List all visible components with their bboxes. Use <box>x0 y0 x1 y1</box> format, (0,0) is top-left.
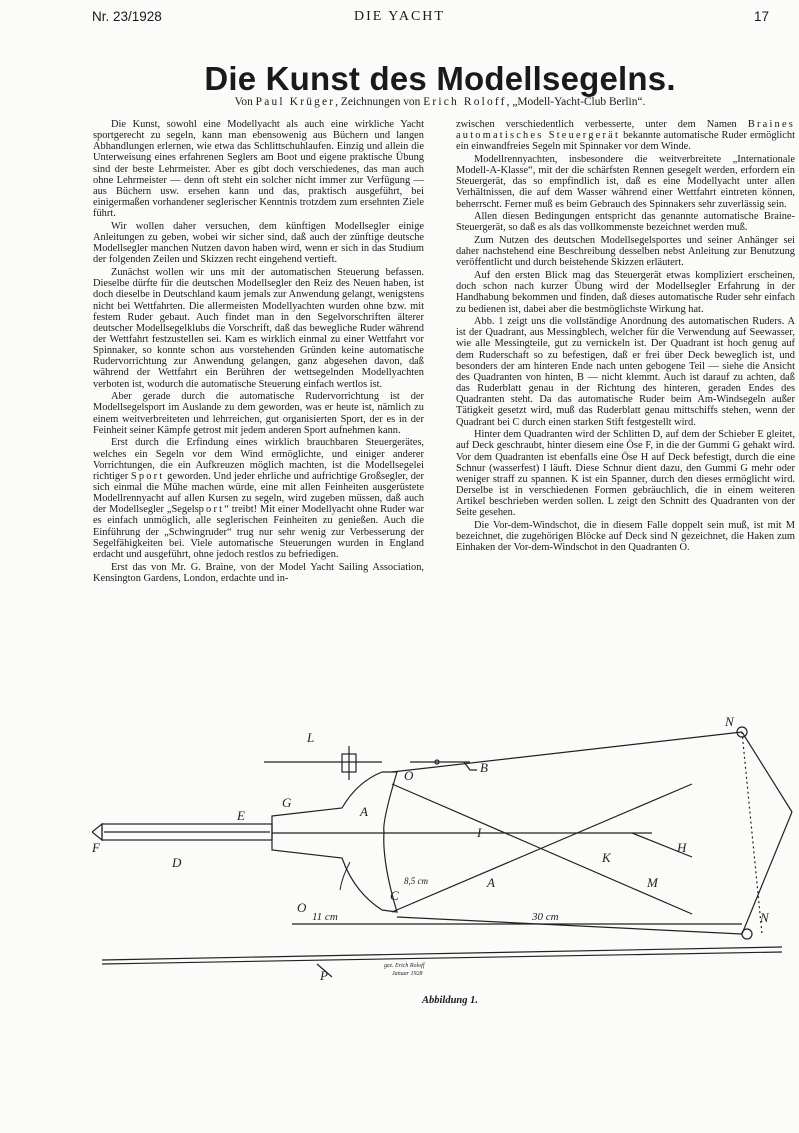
right-text-column <box>456 119 795 553</box>
sheet-to-block-upper <box>392 732 742 772</box>
label-o-lower: O <box>297 900 307 915</box>
paragraph: Die Kunst, sowohl eine Modellyacht als auch eine wirkliche Yacht sportgerecht zu segeln, kann man ebensowenig aus Büchern und langen Abhandlungen erlernen, wie etwa das Schlittschuhlaufen. Einzig und allein die Unterweisung eines erfahrenen Seglers am Boot und eigene praktische Übung sind der beste Lehrmeister. Aber es gibt doch verschiedenes, das man auch ohne Lehrmeister — denn oft steht ein solcher nicht immer zur Verfügung — aus Büchern usw. ersehen kann und das, praktisch ausgeführt, bei einigermaßen vorhandener seglerischer Kenntnis trotzdem zum ersehnten Ziele führt. <box>93 119 424 220</box>
journal-title: DIE YACHT <box>354 9 445 24</box>
label-e: E <box>237 808 245 823</box>
label-i: I <box>477 825 482 840</box>
figure-caption: Abbildung 1. <box>421 995 479 1006</box>
label-a-lower: A <box>487 875 495 890</box>
article-title: Die Kunst des Modellsegelns. <box>204 60 676 97</box>
paragraph: Erst das von Mr. G. Braine, von der Model Yacht Sailing Association, Kensington Gardens, London, erdachte und in- <box>93 561 424 584</box>
byline-suffix: , „Modell-Yacht-Club Berlin“. <box>506 96 646 108</box>
text-run: zwischen verschiedentlich verbesserte, unter dem Namen <box>456 119 748 130</box>
label-b: B <box>480 760 488 775</box>
label-g: G <box>282 795 292 810</box>
label-a: A <box>360 804 368 819</box>
label-d: D <box>172 855 182 870</box>
article-byline <box>0 96 799 108</box>
paragraph: Allen diesen Bedingungen entspricht das genannte automatische Braine-Steuergerät, so daß es als das vollkommenste bezeichnet werden muß. <box>456 211 795 234</box>
paragraph: Zunächst wollen wir uns mit der automatischen Steuerung befassen. Dieselbe dürfte für die deutschen Modellsegler den Reiz des Neuen haben, ist doch dieselbe in Deutschland kaum jemals zur Anwendung gelangt, wenigstens nicht bei Wettfahrten. Die allermeisten Modellyachten wurden ohne bzw. mit festem Ruder gebaut. Auch findet man in den Segelvorschriften älterer deutscher Modellsegelklubs die Vorschrift, daß das bewegliche Ruder während der Wettfahrt festzustellen sei. Kam es wirklich einmal zu einer Wettfahrt vor Spinnaker, so konnte schon aus vorstehenden Gründen keine automatische Rudervorrichtung zur Anwendung gelangen, ganz abgesehen davon, daß während der Wettfahrt ein Berühren der wettsegelnden Modellyachten verboten ist, wodurch die automatische Steuerung einfach wertlos ist. <box>93 267 424 390</box>
paragraph: Abb. 1 zeigt uns die vollständige Anordnung des automatischen Ruders. A ist der Quadrant, aus Messingblech, welcher für die Verwendung auf Seewasser, wie alle Messingteile, gut zu vernickeln ist. Der Quadrant ist hoch genug auf dem Ruderschaft so zu befestigen, daß er frei über Deck beweglich ist, und besonders der am hinteren Ende nach unten gebogene Teil — siehe die Ansicht des Quadranten von hinten, B — nicht klemmt. Auch ist darauf zu achten, daß das Ruderblatt genau in der Richtung des hinteren, geraden Endes des Quadranten steht. Da das automatische Ruder beim Am-Windsegeln außer Tätigkeit gesetzt wird, muß das Ruderblatt genau mittschiffs stehen, wenn der Quadrant bei C durch einen starken Stift festgestellt wird. <box>456 316 795 428</box>
dimension-11cm: 11 cm <box>312 911 338 923</box>
paragraph: Modellrennyachten, insbesondere die weitverbreitete „Internationale Modell-A-Klasse“, mit der die schärfsten Rennen gesegelt werden, erfordern ein Steuergerät, das so empfindlich ist, daß es eine Modellyacht unter allen Verhältnissen, die auf dem Wasser während einer Wettfahrt eintreten können, beherrscht. Ferner muß es beim Gebrauch des Spinnakers sehr zuverlässig sein. <box>456 153 795 210</box>
issue-number: Nr. 23/1928 <box>92 9 162 24</box>
paragraph <box>93 437 424 560</box>
paragraph <box>456 119 795 152</box>
left-text-column <box>93 119 424 584</box>
label-m: M <box>647 875 658 890</box>
paragraph: Aber gerade durch die automatische Rudervorrichtung ist der Modellsegelsport im Auslande zu dem geworden, was er heute ist, nämlich zu einem weitverbreiteten und lehrreichen, gut organisierten Sport, der es in der Feinheit seiner Kämpfe getrost mit jedem anderen Sport aufnehmen kann. <box>93 391 424 436</box>
text-run: “ treibt! Mit einer Modellyacht ohne Ruder war es einfach unmöglich, alle seglerischen Feinheiten zu genießen. Auch die Einführung der „Schwingruder“ trug nur sehr wenig zur Verbesserung der Segelfähigkeiten bei. Viele automatische Steuerungen wurden in England erdacht und ausgeführt, ohne jedoch restlos zu befriedigen. <box>93 504 424 560</box>
label-h: H <box>677 840 687 855</box>
dimension-8cm: 8,5 cm <box>404 876 428 886</box>
paragraph: Hinter dem Quadranten wird der Schlitten D, auf dem der Schieber E gleitet, auf Deck geschraubt, hinter diesem eine Öse F, in die der Gummi G gehakt wird. Vor dem Quadranten ist ebenfalls eine Öse H auf Deck befestigt, durch die eine Schnur (wasserfest) I läuft. Diese Schnur dient dazu, den Gummi G mehr oder weniger straff zu spannen. K ist ein Spanner, durch den dieses ermöglicht wird. Derselbe ist in verschiedenen Formen gebräuchlich, die in einem weiteren Artikel beschrieben werden sollen. L zeigt den Schnitt des Quadranten von der Seite gesehen. <box>456 429 795 519</box>
label-p: P <box>320 968 328 983</box>
label-k: K <box>602 850 611 865</box>
spaced-phrase: Braines automatisches Steuergerät <box>456 119 795 142</box>
paragraph: Auf den ersten Blick mag das Steuergerät etwas kompliziert erscheinen, doch schon nach kurzer Übung wird der Modellsegler Erfahrung in der Handhabung bekommen und finden, daß dieses automatische Ruder sehr einfach zu bedienen ist, dabei aber die bestmöglichste Wirkung hat. <box>456 270 795 315</box>
dimension-30cm: 30 cm <box>532 911 559 923</box>
signature-line-1: gez. Erich Roloff <box>384 963 425 969</box>
steering-gear-drawing <box>92 712 797 990</box>
page-number: 17 <box>753 9 769 24</box>
illustrator-name: Erich Roloff <box>423 96 507 108</box>
spaced-word: Sport <box>130 470 165 482</box>
block-n-lower <box>742 929 752 939</box>
sheet-to-block-lower <box>397 917 742 934</box>
paragraph: Die Vor-dem-Windschot, die in diesem Falle doppelt sein muß, ist mit M bezeichnet, die zugehörigen Blöcke auf Deck sind N gezeichnet, die Haken zum Einhaken der Vor-dem-Windschot in den Quadranten O. <box>456 519 795 554</box>
text-run: bekannte automatische Ruder ermöglicht ein einwandfreies Segeln mit Spinnaker vor dem Winde. <box>456 130 795 153</box>
quadrant-a <box>272 772 397 912</box>
paragraph: Zum Nutzen des deutschen Modellsegelsportes und seiner Anhänger sei daher nachstehend eine Beschreibung desselben nebst Anleitung zur Benutzung veröffentlicht und durch beistehende Skizzen erläutert. <box>456 235 795 269</box>
label-f: F <box>92 840 100 855</box>
text-run: Erst durch die Erfindung eines wirklich brauchbaren Steuergerätes, welches ein Segeln vor dem Wind ermöglichte, und einiger anderer Vorrichtungen, die ein Aufkreuzen möglich machten, ist die Modellsegelei richtiger <box>93 437 424 482</box>
signature-line-2: Januar 1928 <box>392 971 423 977</box>
text-run: geworden. Und jeder ehrliche und aufrichtige Großsegler, der sich einmal die Mühe machen würde, eine mit allen Feinheiten ausgerüstete Modellrennyacht auf allen Kursen zu segeln, wird zugeben müssen, daß auch der Modellsegler „Segels <box>93 470 424 516</box>
byline-mid: , Zeichnungen von <box>335 96 424 108</box>
label-n-upper: N <box>725 714 734 729</box>
label-n-lower: N <box>760 910 769 925</box>
label-c: C <box>390 888 399 903</box>
spaced-word: port <box>198 504 225 516</box>
author-name: Paul Krüger <box>255 96 336 108</box>
byline-prefix: Von <box>234 96 256 108</box>
label-o-upper: O <box>404 768 414 783</box>
paragraph: Wir wollen daher versuchen, dem künftigen Modellsegler einige Anleitungen zu geben, wobei wir sicher sind, daß auch der zünftige deutsche Modellsegler manchen Nutzen davon haben wird, wenn er sich in das Studium der folgenden Zeilen und Skizzen recht eingehend vertieft. <box>93 220 424 266</box>
label-l: L <box>307 730 315 745</box>
